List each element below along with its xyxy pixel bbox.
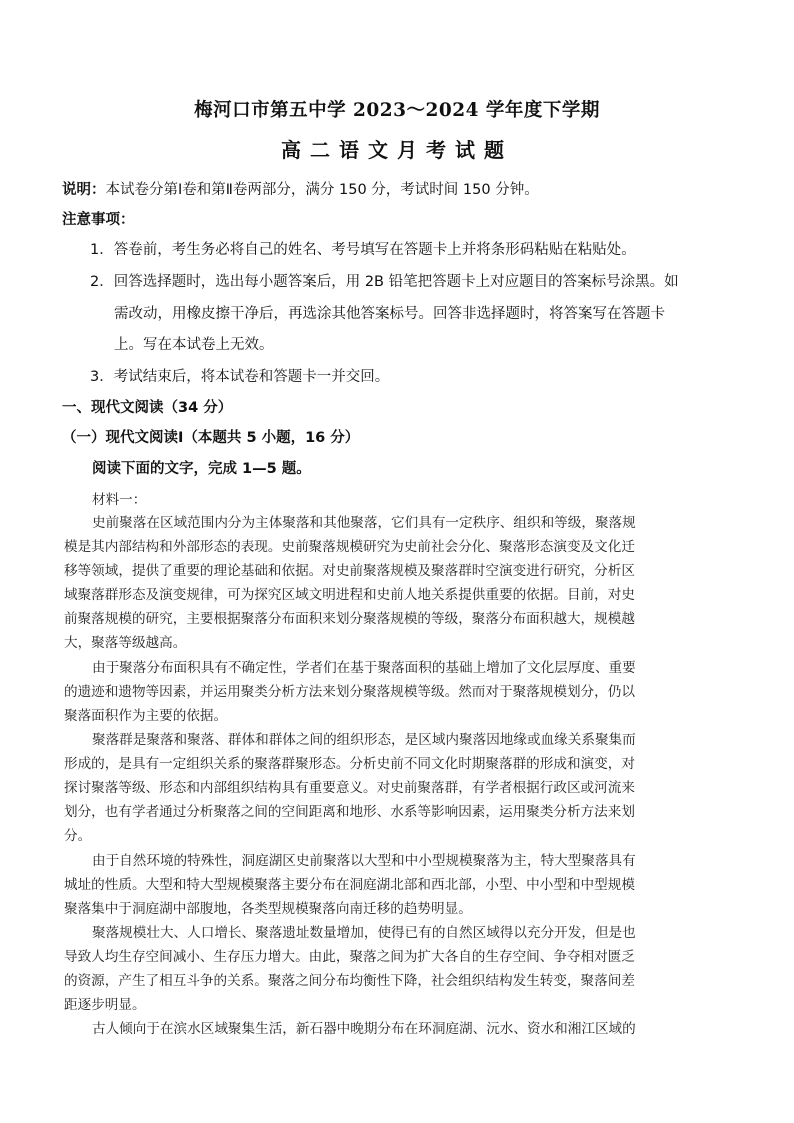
passage-line: 距逐步明显。 <box>64 997 146 1013</box>
passage-line: 史前聚落在区域范围内分为主体聚落和其他聚落，它们具有一定秩序、组织和等级，聚落规 <box>92 515 636 531</box>
passage-line: 古人倾向于在滨水区域聚集生活，新石器中晚期分布在环洞庭湖、沅水、资水和湘江区域的 <box>92 1021 636 1037</box>
explanation-label: 说明： <box>62 182 106 198</box>
exam-title: 梅河口市第五中学 2023～2024 学年度下学期 <box>194 100 600 121</box>
passage-line: 域聚落群形态及演变规律，可为探究区域文明进程和史前人地关系提供重要的依据。目前，对史 <box>64 587 635 603</box>
passage-line: 聚落面积作为主要的依据。 <box>64 708 228 724</box>
passage-line: 分。 <box>64 828 92 844</box>
note-item-2: 2．回答选择题时，选出每小题答案后，用 2B 铅笔把答题卡上对应题目的答案标号涂黑。如 <box>90 274 679 290</box>
passage-line: 聚落集中于洞庭湖中部腹地，各类型规模聚落向南迁移的趋势明显。 <box>64 901 472 917</box>
note-item-2-cont: 需改动，用橡皮擦干净后，再选涂其他答案标号。回答非选择题时，将答案写在答题卡 <box>114 306 665 322</box>
note-item-1: 1．答卷前，考生务必将自己的姓名、考号填写在答题卡上并将条形码粘贴在粘贴处。 <box>90 242 636 258</box>
passage-line: 移等领域，提供了重要的理论基础和依据。对史前聚落规模及聚落群时空演变进行研究，分析区 <box>64 563 635 579</box>
notes-heading: 注意事项： <box>62 212 135 228</box>
explanation-line <box>62 178 539 199</box>
passage-line: 模是其内部结构和外部形态的表现。史前聚落规模研究为史前社会分化、聚落形态演变及文化迁 <box>64 539 635 555</box>
passage-line: 的遗迹和遗物等因素，并运用聚类分析方法来划分聚落规模等级。然而对于聚落规模划分，仍以 <box>64 684 635 700</box>
passage-line: 前聚落规模的研究，主要根据聚落分布面积来划分聚落规模的等级，聚落分布面积越大，规模越 <box>64 611 635 627</box>
note-item-3: 3．考试结束后，将本试卷和答题卡一并交回。 <box>90 369 390 385</box>
explanation-text: 本试卷分第Ⅰ卷和第Ⅱ卷两部分，满分 150 分，考试时间 150 分钟。 <box>105 182 539 198</box>
reading-directive: 阅读下面的文字，完成 1—5 题。 <box>92 461 311 477</box>
passage-line: 的资源，产生了相互斗争的关系。聚落之间分布均衡性下降，社会组织结构发生转变，聚落间差 <box>64 973 635 989</box>
passage-line: 导致人均生存空间减小、生存压力增大。由此，聚落之间为扩大各自的生存空间、争夺相对匮乏 <box>64 949 635 965</box>
passage-line: 聚落规模壮大、人口增长、聚落遗址数量增加，使得已有的自然区域得以充分开发，但是也 <box>92 925 636 941</box>
passage-line: 聚落群是聚落和聚落、群体和群体之间的组织形态，是区域内聚落因地缘或血缘关系聚集而 <box>92 732 636 748</box>
passage-line: 探讨聚落等级、形态和内部组织结构具有重要意义。对史前聚落群，有学者根据行政区或河流来 <box>64 780 635 796</box>
material-label: 材料一： <box>92 492 147 508</box>
passage-line: 由于自然环境的特殊性，洞庭湖区史前聚落以大型和中小型规模聚落为主，特大型聚落具有 <box>92 853 636 869</box>
note-item-2-cont: 上。写在本试卷上无效。 <box>114 337 274 353</box>
passage-line: 大，聚落等级越高。 <box>64 635 187 651</box>
exam-subtitle: 高二语文月考试题 <box>281 138 513 162</box>
passage-line: 由于聚落分布面积具有不确定性，学者们在基于聚落面积的基础上增加了文化层厚度、重要 <box>92 660 636 676</box>
passage-line: 形成的，是具有一定组织关系的聚落群聚形态。分析史前不同文化时期聚落群的形成和演变，对 <box>64 756 635 772</box>
section-subheading: （一）现代文阅读Ⅰ（本题共 5 小题，16 分） <box>62 430 360 446</box>
passage-line: 城址的性质。大型和特大型规模聚落主要分布在洞庭湖北部和西北部，小型、中小型和中型规模 <box>64 877 635 893</box>
section-heading: 一、现代文阅读（34 分） <box>62 400 233 416</box>
passage-line: 划分，也有学者通过分析聚落之间的空间距离和地形、水系等影响因素，运用聚类分析方法来划 <box>64 804 635 820</box>
